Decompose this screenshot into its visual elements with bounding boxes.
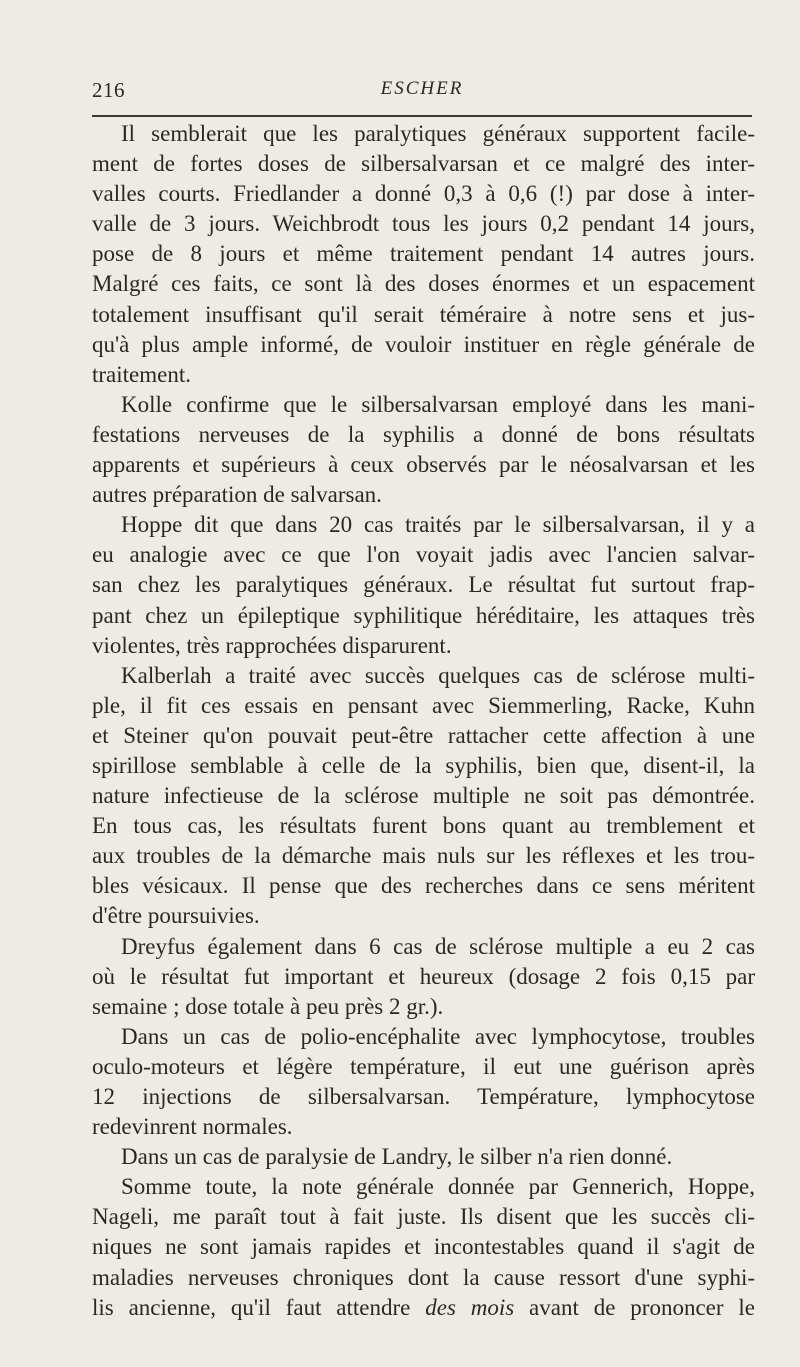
text-line-content: totalement insuffisant qu'il serait téméraire à notre sens et jus- [92,301,755,327]
text-line [92,540,755,570]
text-line [92,149,755,179]
text-line [92,631,755,661]
text-line [92,179,755,209]
text-line-content: Kalberlah a traité avec succès quelques cas de sclérose multi- [121,662,755,688]
text-line [92,239,755,269]
text-line [92,330,755,360]
text-line-content: Il semblerait que les paralytiques généraux supportent facile- [121,121,755,146]
text-line [92,1142,755,1172]
text-line [92,1082,755,1112]
text-line [92,962,755,992]
text-line [92,992,755,1022]
text-line [92,1112,755,1142]
page-header [92,78,752,106]
text-line-content: d'être poursuivies. [92,903,260,929]
text-line-content: valles courts. Friedlander a donné 0,3 à 0,6 (!) par dose à inter- [92,181,755,207]
text-line-content: Kolle confirme que le silbersalvarsan employé dans les mani- [121,391,755,417]
running-head: ESCHER [380,78,464,99]
text-line [92,751,755,781]
text-line-content: eu analogie avec ce que l'on voyait jadis avec l'ancien salvar- [92,542,755,568]
text-line [92,570,755,600]
text-line [92,661,755,691]
text-line [92,721,755,751]
text-line-content: Dans un cas de paralysie de Landry, le silber n'a rien donné. [121,1144,673,1170]
text-line-content: spirillose semblable à celle de la syphilis, bien que, disent-il, la [92,752,755,778]
text-line [92,841,755,871]
text-line-content: Nageli, me paraît tout à fait juste. Ils disent que les succès cli- [92,1204,755,1230]
text-line-content: valle de 3 jours. Weichbrodt tous les jours 0,2 pendant 14 jours, [92,211,755,237]
text-line-content: traitement. [92,361,191,387]
text-line [92,209,755,239]
text-line-content: violentes, très rapprochées disparurent. [92,632,452,658]
page-number: 216 [92,78,125,102]
text-line [92,390,755,420]
text-line-content: bles vésicaux. Il pense que des recherches dans ce sens méritent [92,873,755,899]
text-line [92,1263,755,1293]
text-line-content: Dans un cas de polio-encéphalite avec lymphocytose, troubles [121,1023,755,1049]
text-line [92,300,755,330]
text-line-content: pant chez un épileptique syphilitique héréditaire, les attaques très [92,602,755,628]
text-line-content: ment de fortes doses de silbersalvarsan et ce malgré des inter- [92,151,755,177]
text-line-content: san chez les paralytiques généraux. Le résultat fut surtout frap- [92,572,755,598]
text-line [92,360,755,390]
italic-phrase: des mois [425,1294,515,1320]
text-line-content: semaine ; dose totale à peu près 2 gr.). [92,993,444,1019]
text-line [92,932,755,962]
text-line-content: lis ancienne, qu'il faut attendre [92,1294,426,1320]
text-line-content: maladies nerveuses chroniques dont la cause ressort d'une syphi- [92,1264,755,1290]
text-line [92,450,755,480]
text-line [92,119,755,149]
text-line-content: redevinrent normales. [92,1114,293,1140]
text-line-content: ple, il fit ces essais en pensant avec Siemmerling, Racke, Kuhn [92,692,755,718]
text-line [92,1293,755,1323]
text-line-content: Somme toute, la note générale donnée par Gennerich, Hoppe, [121,1174,755,1200]
text-line-content: niques ne sont jamais rapides et incontestables quand il s'agit de [92,1234,755,1260]
text-line [92,691,755,721]
text-line [92,1052,755,1082]
text-line [92,420,755,450]
text-line [92,901,755,931]
text-line-content: nature infectieuse de la sclérose multiple ne soit pas démontrée. [92,783,755,809]
text-line-tail: avant de prononcer le [514,1294,755,1320]
text-line-content: festations nerveuses de la syphilis a donné de bons résultats [92,421,755,447]
text-line [92,269,755,299]
text-line-content: aux troubles de la démarche mais nuls sur les réflexes et les trou- [92,843,755,869]
text-line-content: et Steiner qu'on pouvait peut-être rattacher cette affection à une [92,722,755,748]
text-line [92,480,755,510]
text-line-content: Hoppe dit que dans 20 cas traités par le silbersalvarsan, il y a [121,512,755,538]
text-line [92,510,755,540]
body-text [92,119,755,1323]
text-line [92,1202,755,1232]
text-line [92,871,755,901]
text-line [92,601,755,631]
text-line-content: 12 injections de silbersalvarsan. Température, lymphocytose [92,1084,755,1109]
text-line [92,1232,755,1262]
text-line-content: où le résultat fut important et heureux (dosage 2 fois 0,15 par [92,963,755,989]
text-line-content: qu'à plus ample informé, de vouloir instituer en règle générale de [92,331,755,357]
text-line [92,781,755,811]
header-rule [92,115,752,117]
text-line-content: En tous cas, les résultats furent bons quant au tremblement et [92,813,755,839]
text-line [92,811,755,841]
text-line-content: apparents et supérieurs à ceux observés par le néosalvarsan et les [92,452,755,478]
text-line-content: Dreyfus également dans 6 cas de sclérose multiple a eu 2 cas [121,933,755,959]
text-line-content: autres préparation de salvarsan. [92,482,382,508]
text-line [92,1172,755,1202]
text-line-content: Malgré ces faits, ce sont là des doses énormes et un espacement [92,271,755,297]
text-line-content: oculo-moteurs et légère température, il eut une guérison après [92,1053,755,1079]
text-line [92,1022,755,1052]
text-line-content: pose de 8 jours et même traitement pendant 14 autres jours. [92,241,755,267]
